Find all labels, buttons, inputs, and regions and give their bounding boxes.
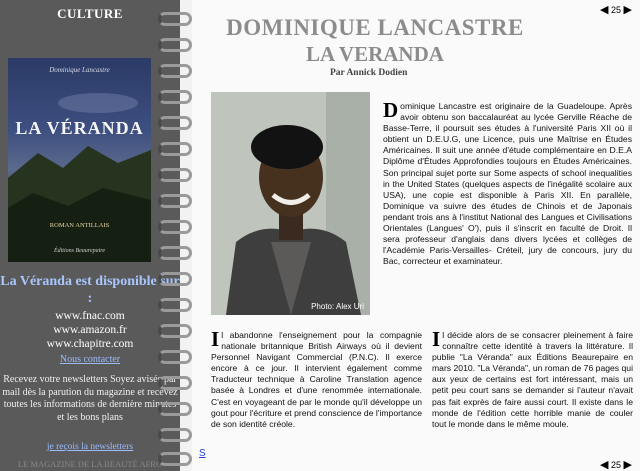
binder-ring xyxy=(158,142,192,156)
binder-rings xyxy=(158,0,194,471)
binder-ring xyxy=(158,38,192,52)
photo-caption: Photo: Alex Uri xyxy=(311,302,364,311)
author-photo xyxy=(211,92,370,315)
page-number: 25 xyxy=(611,460,622,470)
retailer-amazon[interactable]: www.amazon.fr xyxy=(53,324,127,336)
article-paragraph-2 xyxy=(211,327,422,430)
article-paragraph-3 xyxy=(432,327,633,430)
newsletter-text: Recevez votre newsletters Soyez avisés par mail dès la parution du magazine et recevez toutes les informations de dernière minutes et les bons plans xyxy=(2,374,178,423)
drop-cap: D xyxy=(383,98,399,122)
paragraph-text: ominique Lancastre est originaire de la Guadeloupe. Après avoir obtenu son baccalauréat au lycée Gerville Réache de Basse-Terre, il poursuit ses études à l'université Paris XII où il obtient un D.E.U.G, une Licence, puis une Maîtrise en Études Américaines. Il suit une année d'étude complémentaire en D.E.A Diplôme d'Études Approfondies toujours en Études Américaines. Son principal sujet porte sur Some aspects of school inequalities in the United States (quelques aspects de l'inégalité scolaire aux USA), une copie est disponible à Paris XII. En parallèle, Dominique va suivre des études de Chinois et de Japonais pendant trois ans à l'institut National des Langues et Civilisations Orientales (Langues' O'), puis il s'inscrit en faculté de Droit. Il sera professeur d'anglais dans divers lycées et collèges de l'Académie Paris-Versailles- Créteil, jury de concours, jury du Bac, correcteur et examinateur. xyxy=(383,101,632,267)
binder-ring xyxy=(158,246,192,260)
page-nav-bottom[interactable] xyxy=(600,458,632,471)
binder-ring xyxy=(158,272,192,286)
drop-cap: I xyxy=(432,327,441,351)
binder-ring xyxy=(158,452,192,466)
paragraph-text: l abandonne l'enseignement pour la compagnie nationale britannique British Airways où il devient Personnel Navigant Commercial (P.N.C). Il exerce encore à ce jour. Il intervient également comme Traducteur technique à Caroline Translation agence basée à Londres et d'une renommée internationale. C'est en voyageant de par le monde qu'il développe un gout pour l'écriture et prend conscience de l'importance de son identité créole. xyxy=(211,330,422,429)
cover-author: Dominique Lancastre xyxy=(49,66,110,74)
prev-arrow-icon[interactable]: ◀ xyxy=(600,459,609,471)
book-cover[interactable] xyxy=(8,58,151,262)
binder-ring xyxy=(158,90,192,104)
section-label: CULTURE xyxy=(57,6,123,21)
cover-subtitle: ROMAN ANTILLAIS xyxy=(49,222,110,229)
binder-ring xyxy=(158,376,192,390)
article-title: DOMINIQUE LANCASTRE xyxy=(226,15,524,40)
binder-ring xyxy=(158,298,192,312)
retailer-list xyxy=(0,309,180,351)
next-arrow-icon[interactable]: ▶ xyxy=(623,459,632,471)
binder-ring xyxy=(158,168,192,182)
portrait-icon xyxy=(211,92,370,315)
paragraph-text: l décide alors de se consacrer pleinement à faire connaître cette identité à travers la littérature. Il publie "La Véranda" aux Éditions Beaurepaire en mars 2010. "La Véranda", un roman de 76 pages qui aux yeux de certains est fort intéressant, mais un petit peu court sans se demander si l'auteur n'avait pas fait exprès de faire aussi court. Il existe dans le monde de l'édition cette horrible manie de couler tout le monde dans le même moule. xyxy=(432,330,633,429)
article-paragraph-1 xyxy=(383,98,632,267)
binder-ring xyxy=(158,64,192,78)
s-link[interactable]: S xyxy=(199,448,206,459)
contact-link[interactable]: Nous contacter xyxy=(59,354,121,365)
binder-ring xyxy=(158,194,192,208)
binder-ring xyxy=(158,402,192,416)
sidebar xyxy=(0,0,180,471)
magazine-footer: LE MAGAZINE DE LA BEAUTÉ AFRO xyxy=(17,459,163,469)
binder-ring xyxy=(158,428,192,442)
binder-ring xyxy=(158,350,192,364)
binder-ring xyxy=(158,324,192,338)
prev-arrow-icon[interactable]: ◀ xyxy=(600,4,609,16)
cover-landscape-icon xyxy=(8,58,151,262)
retailer-fnac[interactable]: www.fnac.com xyxy=(55,310,125,322)
availability-heading: La Véranda est disponible sur : xyxy=(0,274,180,306)
page-nav-top[interactable] xyxy=(600,3,632,16)
retailer-chapitre[interactable]: www.chapitre.com xyxy=(46,338,134,350)
subscribe-link[interactable]: je reçois la newsletters xyxy=(46,442,134,452)
cover-title: LA VÉRANDA xyxy=(15,118,144,138)
cover-publisher: Éditions Beaurepaire xyxy=(53,248,106,254)
article-subtitle: LA VERANDA xyxy=(306,42,444,66)
binder-ring xyxy=(158,12,192,26)
binder-ring xyxy=(158,116,192,130)
page-number: 25 xyxy=(611,5,622,15)
byline: Par Annick Dodien xyxy=(330,68,408,78)
next-arrow-icon[interactable]: ▶ xyxy=(623,4,632,16)
binder-ring xyxy=(158,220,192,234)
drop-cap: I xyxy=(211,327,220,351)
